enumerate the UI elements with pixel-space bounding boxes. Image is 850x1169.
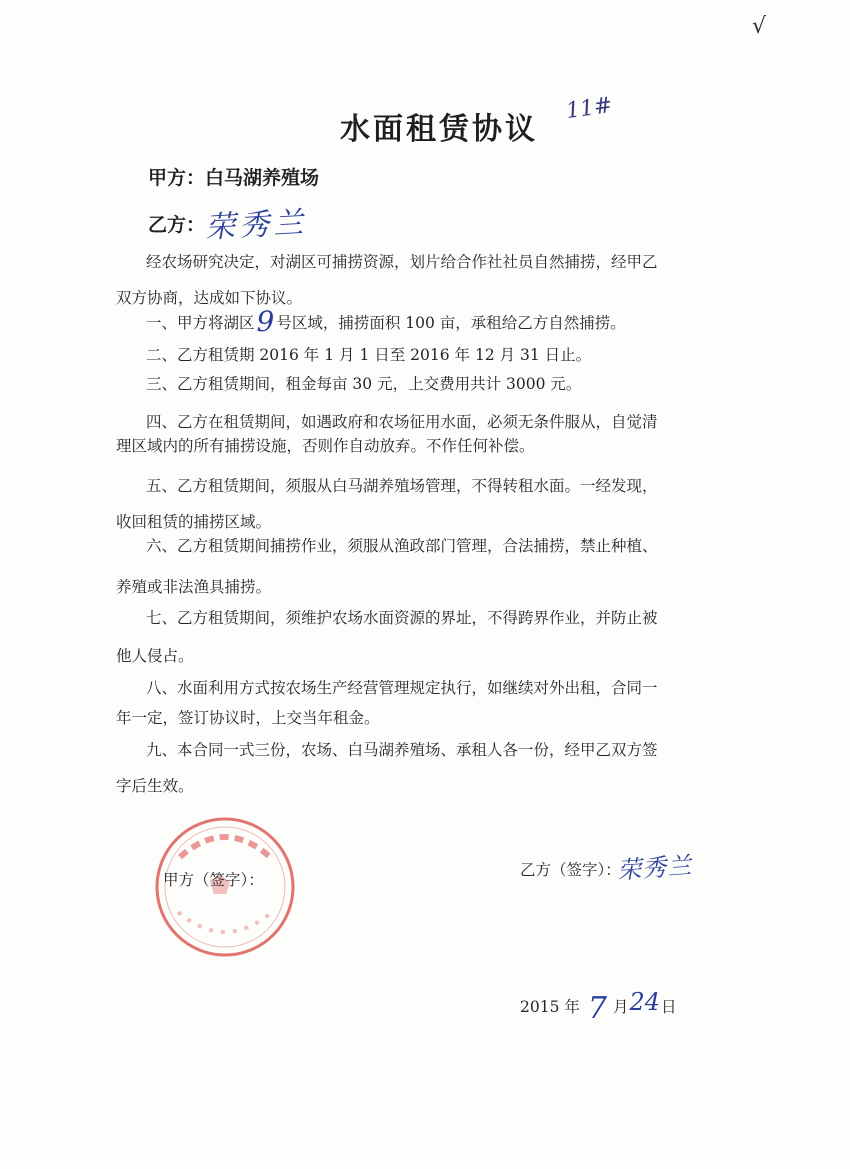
clause-9-line-1: 九、本合同一式三份，农场、白马湖养殖场、承租人各一份，经甲乙双方签	[146, 741, 658, 759]
clause-1-suffix: 号区域，捕捞面积 100 亩，承租给乙方自然捕捞。	[276, 314, 626, 332]
party-b-label: 乙方：	[148, 214, 206, 236]
date-year: 2015 年	[520, 998, 580, 1016]
clause-1	[146, 305, 626, 338]
clause-8-line-1: 八、水面利用方式按农场生产经营管理规定执行，如继续对外出租，合同一	[146, 679, 658, 697]
clause-1-prefix: 一、甲方将湖区	[146, 314, 255, 332]
party-a-line	[148, 163, 319, 190]
clause-4-line-2: 理区域内的所有捕捞设施，否则作自动放弃。不作任何补偿。	[116, 437, 535, 455]
document-title: 水面租赁协议	[340, 112, 538, 147]
party-b-sign-label: 乙方（签字）：	[520, 861, 621, 879]
clause-6-line-2: 养殖或非法渔具捕捞。	[116, 578, 272, 596]
party-a-label: 甲方：	[148, 167, 206, 189]
check-mark: √	[752, 14, 767, 39]
party-a-sign-label: 甲方（签字）：	[163, 871, 264, 889]
clause-5-line-2: 收回租赁的捕捞区域。	[116, 513, 272, 531]
clause-1-handwritten-zone: 9	[256, 305, 275, 338]
clause-9-line-2: 字后生效。	[116, 777, 194, 795]
intro-line-1: 经农场研究决定，对湖区可捕捞资源，划片给合作社社员自然捕捞，经甲乙	[146, 253, 658, 271]
party-a-name: 白马湖养殖场	[205, 167, 320, 189]
clause-7-line-2: 他人侵占。	[116, 647, 194, 665]
intro-line-2: 双方协商，达成如下协议。	[116, 289, 303, 307]
clause-2: 二、乙方租赁期 2016 年 1 月 1 日至 2016 年 12 月 31 日止。	[146, 346, 592, 364]
date-month-handwritten: 7	[587, 991, 607, 1026]
handwritten-number: 11#	[564, 92, 614, 125]
clause-3: 三、乙方租赁期间，租金每亩 30 元，上交费用共计 3000 元。	[146, 375, 582, 393]
clause-8-line-2: 年一定，签订协议时，上交当年租金。	[116, 709, 380, 727]
party-b-handwritten-name: 荣秀兰	[204, 205, 309, 246]
clause-5-line-1: 五、乙方租赁期间，须服从白马湖养殖场管理，不得转租水面。一经发现，	[146, 477, 658, 495]
clause-4-line-1: 四、乙方在租赁期间，如遇政府和农场征用水面，必须无条件服从，自觉清	[146, 413, 658, 431]
date-day-handwritten: 24	[629, 988, 661, 1016]
date-month-label: 月	[612, 998, 629, 1016]
date-day-label: 日	[661, 998, 677, 1016]
party-b-signature: 荣秀兰	[616, 851, 694, 885]
clause-6-line-1: 六、乙方租赁期间捕捞作业，须服从渔政部门管理，合法捕捞，禁止种植、	[146, 537, 658, 555]
party-b-line	[148, 210, 205, 237]
date-line	[520, 988, 677, 1026]
clause-7-line-1: 七、乙方租赁期间，须维护农场水面资源的界址，不得跨界作业，并防止被	[146, 609, 658, 627]
